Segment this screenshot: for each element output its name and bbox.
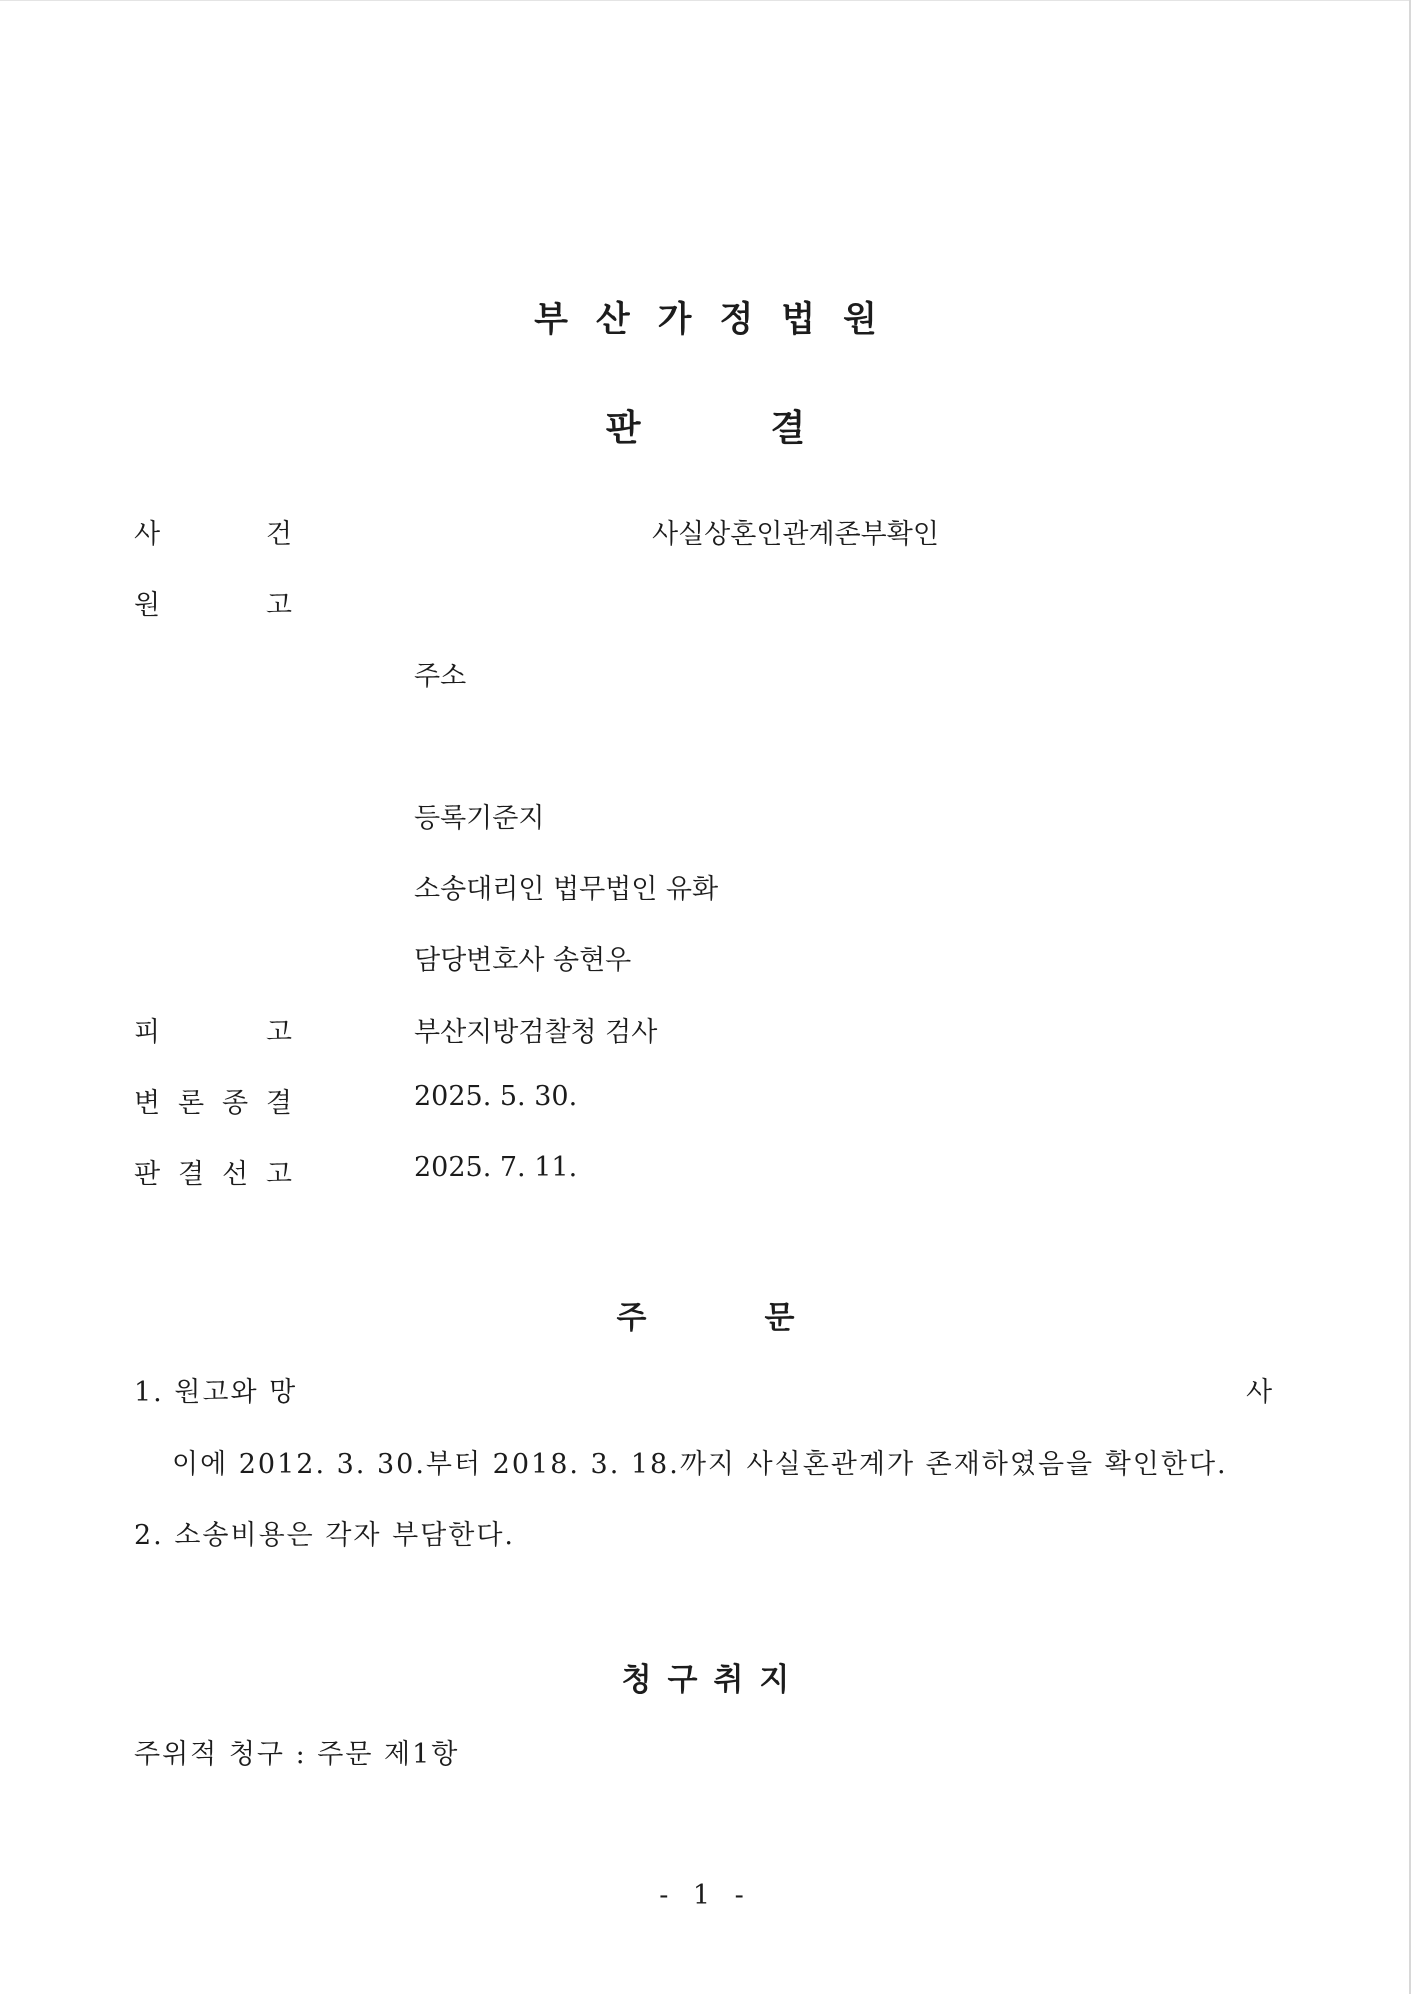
plaintiff-label-char: 원 xyxy=(134,590,161,621)
closing-label-char: 결 xyxy=(265,1088,292,1119)
plaintiff-responsible-lawyer: 담당변호사 송현우 xyxy=(414,945,632,976)
document-type-title: 판결 xyxy=(605,408,936,449)
judgment-label-char: 결 xyxy=(177,1159,205,1190)
court-name: 부산가정법원 xyxy=(534,300,905,340)
plaintiff-label xyxy=(134,583,292,622)
plaintiff-address-label: 주소 xyxy=(414,661,467,692)
order-item-1-end: 사 xyxy=(1246,1377,1275,1408)
page-top-border xyxy=(0,0,1411,1)
plaintiff-attorney: 소송대리인 법무법인 유화 xyxy=(414,874,719,905)
closing-of-argument-label xyxy=(134,1081,292,1120)
order-section-title: 주문 xyxy=(616,1300,913,1336)
judgment-label-char: 선 xyxy=(221,1159,249,1190)
case-name: 사실상혼인관계존부확인 xyxy=(652,519,939,550)
judgment-label-char: 고 xyxy=(265,1159,292,1190)
defendant-label-char: 고 xyxy=(265,1017,292,1048)
judgment-date: 2025. 7. 11. xyxy=(414,1152,578,1183)
plaintiff-label-char: 고 xyxy=(265,590,292,621)
plaintiff-registered-domicile-label: 등록기준지 xyxy=(414,803,545,834)
judgment-label-char: 판 xyxy=(134,1159,161,1190)
closing-label-char: 론 xyxy=(177,1088,205,1119)
judgment-date-label xyxy=(134,1152,292,1191)
closing-label-char: 종 xyxy=(221,1088,249,1119)
defendant-label-char: 피 xyxy=(134,1017,161,1048)
case-label-char: 건 xyxy=(265,519,292,550)
case-label xyxy=(134,512,292,551)
order-item-1-continuation: 이에 2012. 3. 30.부터 2018. 3. 18.까지 사실혼관계가 존재하였음을 확인한다. xyxy=(172,1449,1228,1480)
defendant-label xyxy=(134,1010,292,1049)
order-item-1-start: 1. 원고와 망 xyxy=(134,1377,298,1408)
order-item-2: 2. 소송비용은 각자 부담한다. xyxy=(134,1520,515,1551)
primary-claim: 주위적 청구 : 주문 제1항 xyxy=(134,1739,460,1770)
closing-label-char: 변 xyxy=(134,1088,161,1119)
page-number: - 1 - xyxy=(659,1880,752,1911)
closing-of-argument-date: 2025. 5. 30. xyxy=(414,1081,578,1112)
defendant-name: 부산지방검찰청 검사 xyxy=(414,1017,658,1048)
case-label-char: 사 xyxy=(134,519,161,550)
claim-section-title: 청구취지 xyxy=(621,1662,806,1698)
